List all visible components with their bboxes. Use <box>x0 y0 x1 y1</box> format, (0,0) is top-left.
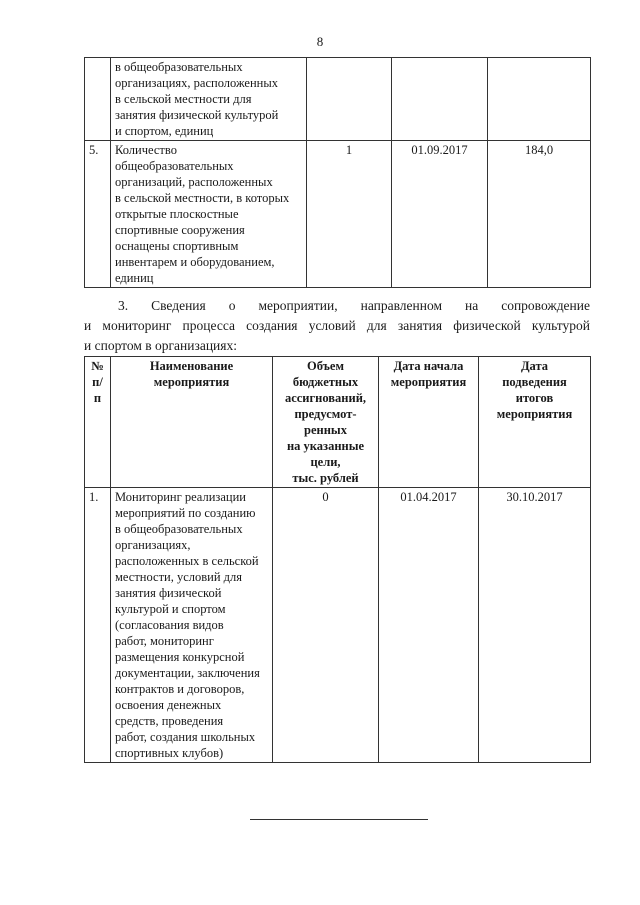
header-line: подведения <box>502 375 567 389</box>
text-line: занятия физической <box>115 586 222 600</box>
header-name <box>111 357 273 488</box>
indicators-table <box>84 57 591 288</box>
header-number <box>85 357 111 488</box>
indicator-date <box>392 58 488 141</box>
activities-table <box>84 356 591 763</box>
text-line: расположенных в сельской <box>115 554 259 568</box>
activity-start-date: 01.04.2017 <box>379 488 479 763</box>
header-line: цели, <box>310 455 341 469</box>
header-line: Наименование <box>149 359 234 373</box>
separator-line <box>250 819 428 820</box>
text-line: и спортом, единиц <box>115 124 214 138</box>
header-budget <box>273 357 379 488</box>
text-line: инвентарем и оборудованием, <box>115 255 275 269</box>
text-line: Количество <box>115 143 177 157</box>
indicator-date: 01.09.2017 <box>392 141 488 288</box>
indicator-amount: 184,0 <box>488 141 591 288</box>
text-line: общеобразовательных <box>115 159 234 173</box>
text-line: в сельской местности для <box>115 92 252 106</box>
header-line: Объем <box>306 359 344 373</box>
indicator-value: 1 <box>307 141 392 288</box>
text-line: культурой и спортом <box>115 602 226 616</box>
text-line: работ, мониторинг <box>115 634 214 648</box>
indicator-amount <box>488 58 591 141</box>
header-line: на указанные <box>286 439 365 453</box>
table-row <box>85 58 591 141</box>
text-line: в общеобразовательных <box>115 522 243 536</box>
text-line: спортивных клубов) <box>115 746 224 760</box>
header-line: итогов <box>515 391 554 405</box>
text-line: в сельской местности, в которых <box>115 191 290 205</box>
header-line: бюджетных <box>292 375 359 389</box>
section-heading-line-3: и спортом в организациях: <box>84 338 237 353</box>
text-line: организациях, <box>115 538 191 552</box>
text-line: занятия физической культурой <box>115 108 279 122</box>
text-line: размещения конкурсной <box>115 650 245 664</box>
activity-budget: 0 <box>273 488 379 763</box>
text-line: организациях, расположенных <box>115 76 279 90</box>
text-line: в общеобразовательных <box>115 60 243 74</box>
text-line: Мониторинг реализации <box>115 490 246 504</box>
header-start-date <box>379 357 479 488</box>
text-line: средств, проведения <box>115 714 224 728</box>
section-heading-line-2: и мониторинг процесса создания условий для занятия физической культурой <box>84 318 590 333</box>
header-line: Дата <box>520 359 549 373</box>
text-line: местности, условий для <box>115 570 243 584</box>
row-number: 5. <box>85 141 111 288</box>
header-line: ассигнований, <box>284 391 367 405</box>
table-row <box>85 141 591 288</box>
indicator-value <box>307 58 392 141</box>
header-line: Дата начала <box>393 359 464 373</box>
text-line: оснащены спортивным <box>115 239 239 253</box>
page-number: 8 <box>316 34 324 49</box>
text-line: (согласования видов <box>115 618 224 632</box>
text-line: единиц <box>115 271 154 285</box>
row-number: 1. <box>85 488 111 763</box>
text-line: работ, создания школьных <box>115 730 256 744</box>
text-line: организаций, расположенных <box>115 175 273 189</box>
indicator-name <box>111 141 307 288</box>
text-line: спортивные сооружения <box>115 223 245 237</box>
header-line: предусмот- <box>294 407 357 421</box>
header-line: мероприятия <box>496 407 573 421</box>
header-line: № <box>91 359 104 373</box>
activity-name <box>111 488 273 763</box>
table-header-row <box>85 357 591 488</box>
table-row <box>85 488 591 763</box>
text-line: документации, заключения <box>115 666 260 680</box>
header-line: п/п <box>92 375 103 405</box>
section-heading-line-1: 3. Сведения о мероприятии, направленном на сопровождение <box>118 298 590 313</box>
text-line: контрактов и договоров, <box>115 682 245 696</box>
header-line: мероприятия <box>390 375 467 389</box>
row-number <box>85 58 111 141</box>
header-end-date <box>479 357 591 488</box>
text-line: мероприятий по созданию <box>115 506 256 520</box>
indicator-name <box>111 58 307 141</box>
activity-end-date: 30.10.2017 <box>479 488 591 763</box>
text-line: открытые плоскостные <box>115 207 239 221</box>
header-line: мероприятия <box>153 375 230 389</box>
header-line: ренных <box>304 423 347 437</box>
header-line: тыс. рублей <box>292 471 359 485</box>
text-line: освоения денежных <box>115 698 222 712</box>
